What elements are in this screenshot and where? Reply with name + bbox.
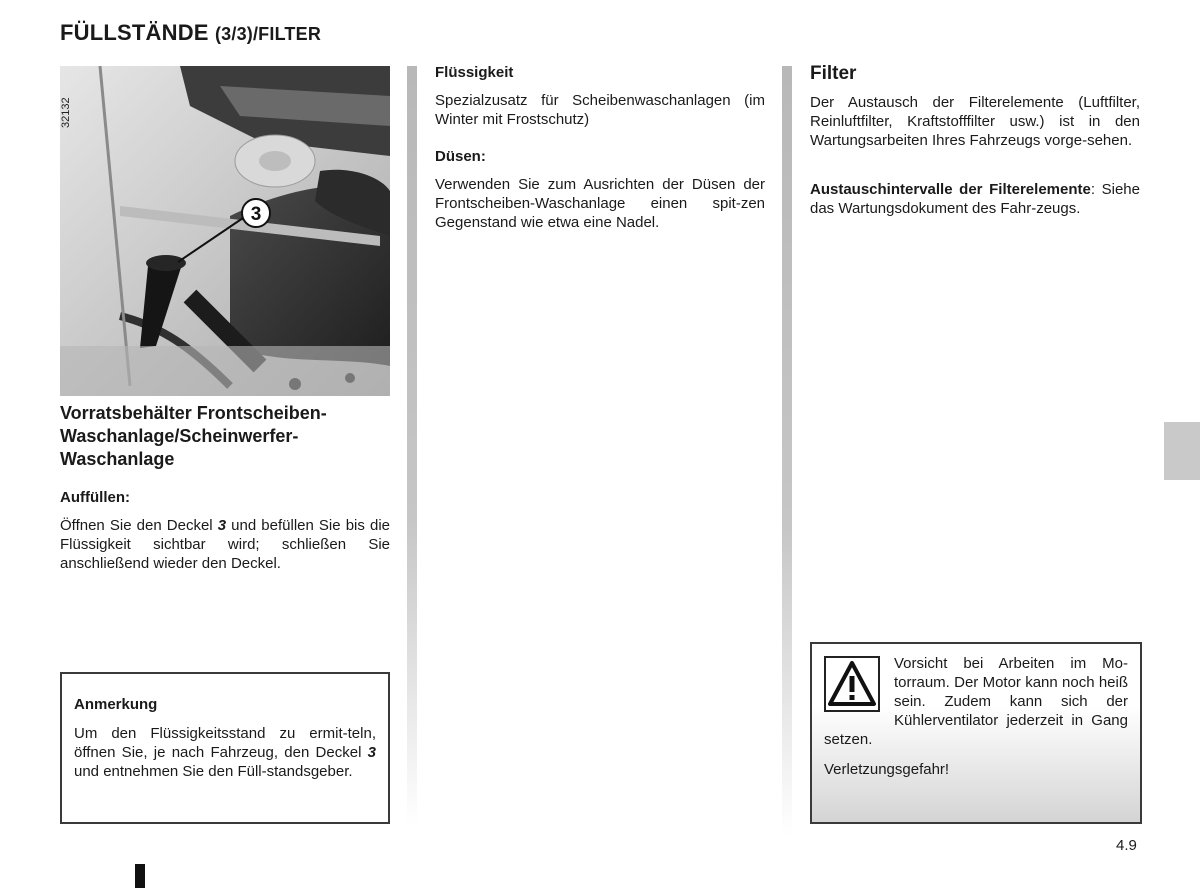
filter-text: Der Austausch der Filterelemente (Luftfilter, Reinluftfilter, Kraftstofffilter usw.) ist in den Wartungsarbeiten Ihres Fahrzeugs vorge-sehen. <box>810 94 1140 149</box>
nozzle-label: Düsen: <box>435 148 486 165</box>
warning-injury-text: Verletzungsgefahr! <box>824 761 950 778</box>
nozzle-text: Verwenden Sie zum Ausrichten der Düsen der Frontscheiben-Waschanlage einen spit-zen Gegenstand wie etwa eine Nadel. <box>435 176 765 231</box>
page-title-main: FÜLLSTÄNDE <box>60 20 209 45</box>
column-divider-right <box>782 66 792 836</box>
fluid-text: Spezialzusatz für Scheibenwaschanlagen (im Winter mit Frostschutz) <box>435 92 765 128</box>
filter-heading: Filter <box>810 63 857 84</box>
fluid-label: Flüssigkeit <box>435 64 514 81</box>
note-text <box>74 724 376 781</box>
reservoir-heading-line-3: Waschanlage <box>60 449 175 469</box>
filter-interval-label: Austauschintervalle der Filterelemente <box>810 181 1091 198</box>
page-title <box>60 20 321 46</box>
note-text-ref: 3 <box>367 744 376 761</box>
callout-3-label: 3 <box>250 204 262 225</box>
reservoir-heading-line-2: Waschanlage/Scheinwerfer- <box>60 426 299 446</box>
column-divider-left <box>407 66 417 826</box>
fill-instructions <box>60 516 390 573</box>
warning-text <box>824 654 1128 749</box>
chapter-tab <box>1164 422 1200 480</box>
filter-interval <box>810 180 1140 218</box>
reservoir-heading-line-1: Vorratsbehälter Frontscheiben- <box>60 403 327 423</box>
page-number: 4.9 <box>1116 837 1137 854</box>
warning-text-body: Vorsicht bei Arbeiten im Mo-torraum. Der Motor kann noch heiß sein. Zudem kann sich der Kühlerventilator jederzeit in Gang setzen. <box>824 655 1128 748</box>
page-title-sub: (3/3)/FILTER <box>214 24 322 44</box>
fill-text-part-2: und befüllen Sie bis die Flüssigkeit sichtbar wird; schließen Sie anschließend wieder den Deckel. <box>60 517 391 572</box>
fill-label: Auffüllen: <box>60 489 130 506</box>
note-text-part-1: Um den Flüssigkeitsstand zu ermit-teln, öffnen Sie, je nach Fahrzeug, den Deckel <box>74 725 376 761</box>
crop-mark <box>135 864 145 888</box>
fill-text-part-1: Öffnen Sie den Deckel <box>60 517 218 534</box>
warning-box <box>810 642 1142 824</box>
reservoir-heading <box>60 402 400 471</box>
filter-interval-text: : Siehe das Wartungsdokument des Fahr-zeugs. <box>810 181 1140 217</box>
engine-bay-illustration <box>60 66 390 396</box>
photo-reference-number: 32132 <box>60 97 72 128</box>
note-title: Anmerkung <box>74 696 158 713</box>
note-text-part-2: und entnehmen Sie den Füll-standsgeber. <box>74 763 353 780</box>
engine-bay-photo <box>60 66 390 396</box>
note-box <box>60 672 390 824</box>
fill-text-ref: 3 <box>217 517 227 534</box>
